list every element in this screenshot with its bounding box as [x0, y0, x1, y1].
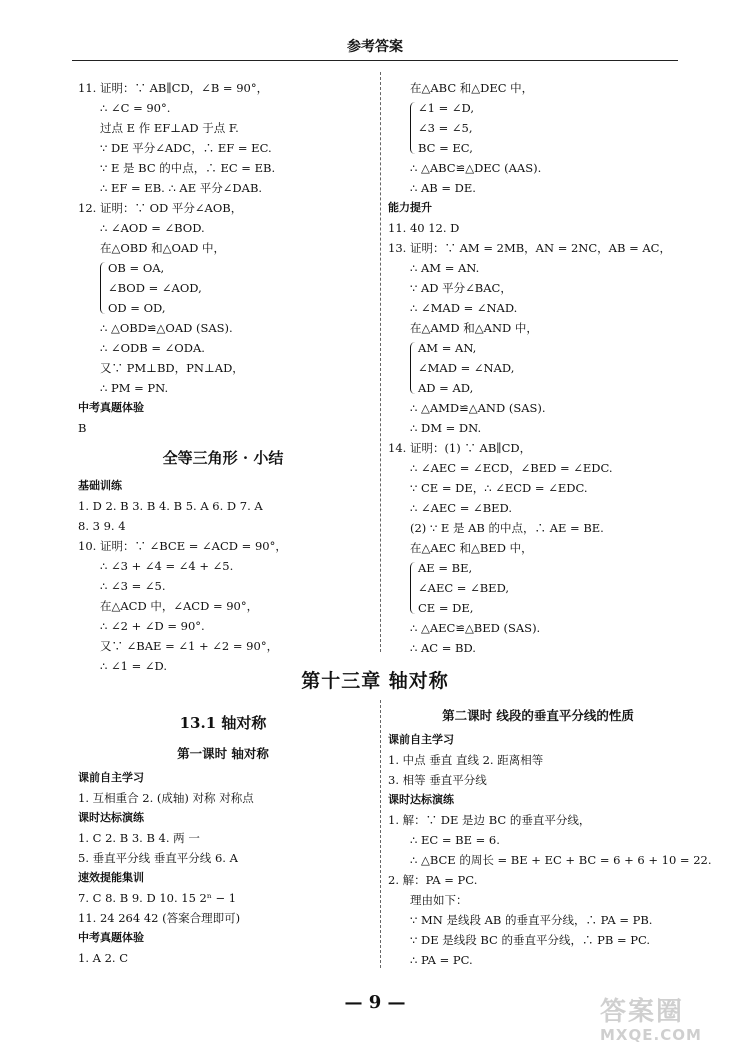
answer-line: ∵ E 是 BC 的中点，∴ EC = EB. — [100, 161, 276, 175]
answer-line: B — [78, 421, 87, 435]
answer-line: 13. 证明：∵ AM = 2MB，AN = 2NC，AB = AC， — [388, 241, 671, 255]
answer-line: 14. 证明：(1) ∵ AB∥CD， — [388, 441, 532, 455]
answer-line: ∴ △AMD≌△AND (SAS). — [410, 401, 546, 415]
answer-line: ∴ ∠MAD = ∠NAD. — [410, 301, 518, 315]
answer-line: 在△ACD 中，∠ACD = 90°， — [100, 599, 259, 613]
condition-line: AE = BE, — [418, 561, 473, 575]
answer-line: 11. 40 12. D — [388, 221, 460, 235]
answer-line: (2) ∵ E 是 AB 的中点，∴ AE = BE. — [410, 521, 604, 535]
condition-line: AM = AN, — [418, 341, 477, 355]
answer-line: 10. 证明：∵ ∠BCE = ∠ACD = 90°， — [78, 539, 287, 553]
answer-line: ∴ PM = PN. — [100, 381, 169, 395]
chapter-title: 第十三章 轴对称 — [301, 670, 449, 692]
condition-line: ∠MAD = ∠NAD, — [418, 361, 515, 375]
condition-brace-group — [388, 338, 688, 398]
answer-line: 在△ABC 和△DEC 中， — [410, 81, 534, 95]
page-number: — 9 — — [344, 992, 406, 1013]
answer-line: ∵ AD 平分∠BAC， — [410, 281, 512, 295]
section-label: 课前自主学习 — [388, 733, 454, 746]
answer-line: ∴ ∠ODB = ∠ODA. — [100, 341, 205, 355]
answer-line: ∵ MN 是线段 AB 的垂直平分线，∴ PA = PB. — [410, 913, 653, 927]
answer-line: 8. 3 9. 4 — [78, 519, 126, 533]
section-label: 课时达标演练 — [78, 811, 144, 824]
section-label: 基础训练 — [78, 479, 122, 492]
condition-line: OD = OD, — [108, 301, 166, 315]
condition-line: ∠1 = ∠D, — [418, 101, 475, 115]
answer-line: ∴ ∠2 + ∠D = 90°. — [100, 619, 205, 633]
header-title: 参考答案 — [347, 39, 403, 55]
answer-line: ∴ △ABC≌△DEC (AAS). — [410, 161, 542, 175]
left-brace-icon — [100, 262, 107, 314]
condition-line: CE = DE, — [418, 601, 474, 615]
condition-line: ∠3 = ∠5, — [418, 121, 473, 135]
answer-line: 7. C 8. B 9. D 10. 15 2ⁿ − 1 — [78, 891, 237, 905]
section-label: 速效提能集训 — [78, 871, 144, 884]
section-label: 课时达标演练 — [388, 793, 454, 806]
watermark-line: MXQE.COM — [600, 1026, 702, 1044]
answer-line: ∵ DE 平分∠ADC，∴ EF = EC. — [100, 141, 272, 155]
answer-line: 1. D 2. B 3. B 4. B 5. A 6. D 7. A — [78, 499, 263, 513]
answer-line: 又∵ ∠BAE = ∠1 + ∠2 = 90°， — [100, 639, 279, 653]
left-brace-icon — [410, 562, 417, 614]
answer-line: ∴ △AEC≌△BED (SAS). — [410, 621, 541, 635]
left-column-bottom — [78, 706, 368, 968]
answer-line: 理由如下： — [410, 893, 468, 907]
watermark-logo — [600, 998, 750, 1048]
answer-line: 1. 互相重合 2. (成轴) 对称 对称点 — [78, 791, 254, 805]
answer-line: 在△AMD 和△AND 中， — [410, 321, 538, 335]
answer-line: 1. 中点 垂直 直线 2. 距离相等 — [388, 753, 544, 767]
column-divider-bottom — [380, 700, 381, 968]
answer-line: ∴ △BCE 的周长 = BE + EC + BC = 6 + 6 + 10 = 22. — [410, 853, 712, 867]
answer-line: 过点 E 作 EF⊥AD 于点 F. — [100, 121, 239, 135]
answer-line: 12. 证明：∵ OD 平分∠AOB， — [78, 201, 243, 215]
answer-line: ∴ AB = DE. — [410, 181, 476, 195]
answer-line: ∴ EC = BE = 6. — [410, 833, 500, 847]
answer-line: ∵ CE = DE，∴ ∠ECD = ∠EDC. — [410, 481, 588, 495]
answer-line: ∵ DE 是线段 BC 的垂直平分线，∴ PB = PC. — [410, 933, 651, 947]
answer-line: 1. 解：∵ DE 是边 BC 的垂直平分线， — [388, 813, 591, 827]
section-label: 课前自主学习 — [78, 771, 144, 784]
answer-line: ∴ AM = AN. — [410, 261, 480, 275]
answer-line: ∴ ∠C = 90°. — [100, 101, 171, 115]
answer-line: 在△AEC 和△BED 中， — [410, 541, 533, 555]
condition-line: BC = EC, — [418, 141, 473, 155]
condition-brace-group — [388, 98, 688, 158]
answer-line: ∴ ∠AEC = ∠ECD，∠BED = ∠EDC. — [410, 461, 613, 475]
answer-line: ∴ ∠3 + ∠4 = ∠4 + ∠5. — [100, 559, 234, 573]
summary-title: 全等三角形 · 小结 — [162, 449, 284, 467]
answer-line: 11. 24 264 42 (答案合理即可) — [78, 911, 241, 925]
answer-line: 在△OBD 和△OAD 中， — [100, 241, 226, 255]
condition-brace-group — [388, 558, 688, 618]
right-column-top — [388, 78, 688, 658]
answer-line: 5. 垂直平分线 垂直平分线 6. A — [78, 851, 238, 865]
section-label: 中考真题体验 — [78, 401, 144, 414]
answer-line: ∴ DM = DN. — [410, 421, 482, 435]
column-divider-top — [380, 72, 381, 652]
answer-line: 11. 证明：∵ AB∥CD，∠B = 90°， — [78, 81, 269, 95]
left-column-top — [78, 78, 368, 676]
answer-line: ∴ ∠1 = ∠D. — [100, 659, 167, 673]
answer-line: ∴ ∠AOD = ∠BOD. — [100, 221, 205, 235]
condition-line: ∠BOD = ∠AOD, — [108, 281, 202, 295]
watermark-line: 答案圈 — [600, 997, 685, 1027]
page-header — [72, 30, 678, 61]
answer-line: ∴ AC = BD. — [410, 641, 476, 655]
answer-line: 1. C 2. B 3. B 4. 两 一 — [78, 831, 200, 845]
answer-line: 1. A 2. C — [78, 951, 129, 965]
answer-line: 又∵ PM⊥BD，PN⊥AD， — [100, 361, 244, 375]
right-column-bottom — [388, 702, 712, 970]
answer-line: ∴ ∠3 = ∠5. — [100, 579, 166, 593]
condition-line: OB = OA, — [108, 261, 165, 275]
section-title: 13.1 轴对称 — [179, 714, 267, 732]
lesson-title: 第一课时 轴对称 — [177, 746, 269, 761]
answer-line: 2. 解：PA = PC. — [388, 873, 478, 887]
answer-line: ∴ △OBD≌△OAD (SAS). — [100, 321, 233, 335]
lesson-title: 第二课时 线段的垂直平分线的性质 — [442, 708, 634, 723]
answer-line: 3. 相等 垂直平分线 — [388, 773, 487, 787]
answer-line: ∴ ∠AEC = ∠BED. — [410, 501, 513, 515]
condition-line: AD = AD, — [418, 381, 474, 395]
condition-line: ∠AEC = ∠BED, — [418, 581, 510, 595]
condition-brace-group — [78, 258, 368, 318]
answer-line: ∴ EF = EB. ∴ AE 平分∠DAB. — [100, 181, 263, 195]
left-brace-icon — [410, 102, 417, 154]
section-label: 能力提升 — [388, 201, 432, 214]
section-label: 中考真题体验 — [78, 931, 144, 944]
left-brace-icon — [410, 342, 417, 394]
answer-line: ∴ PA = PC. — [410, 953, 473, 967]
